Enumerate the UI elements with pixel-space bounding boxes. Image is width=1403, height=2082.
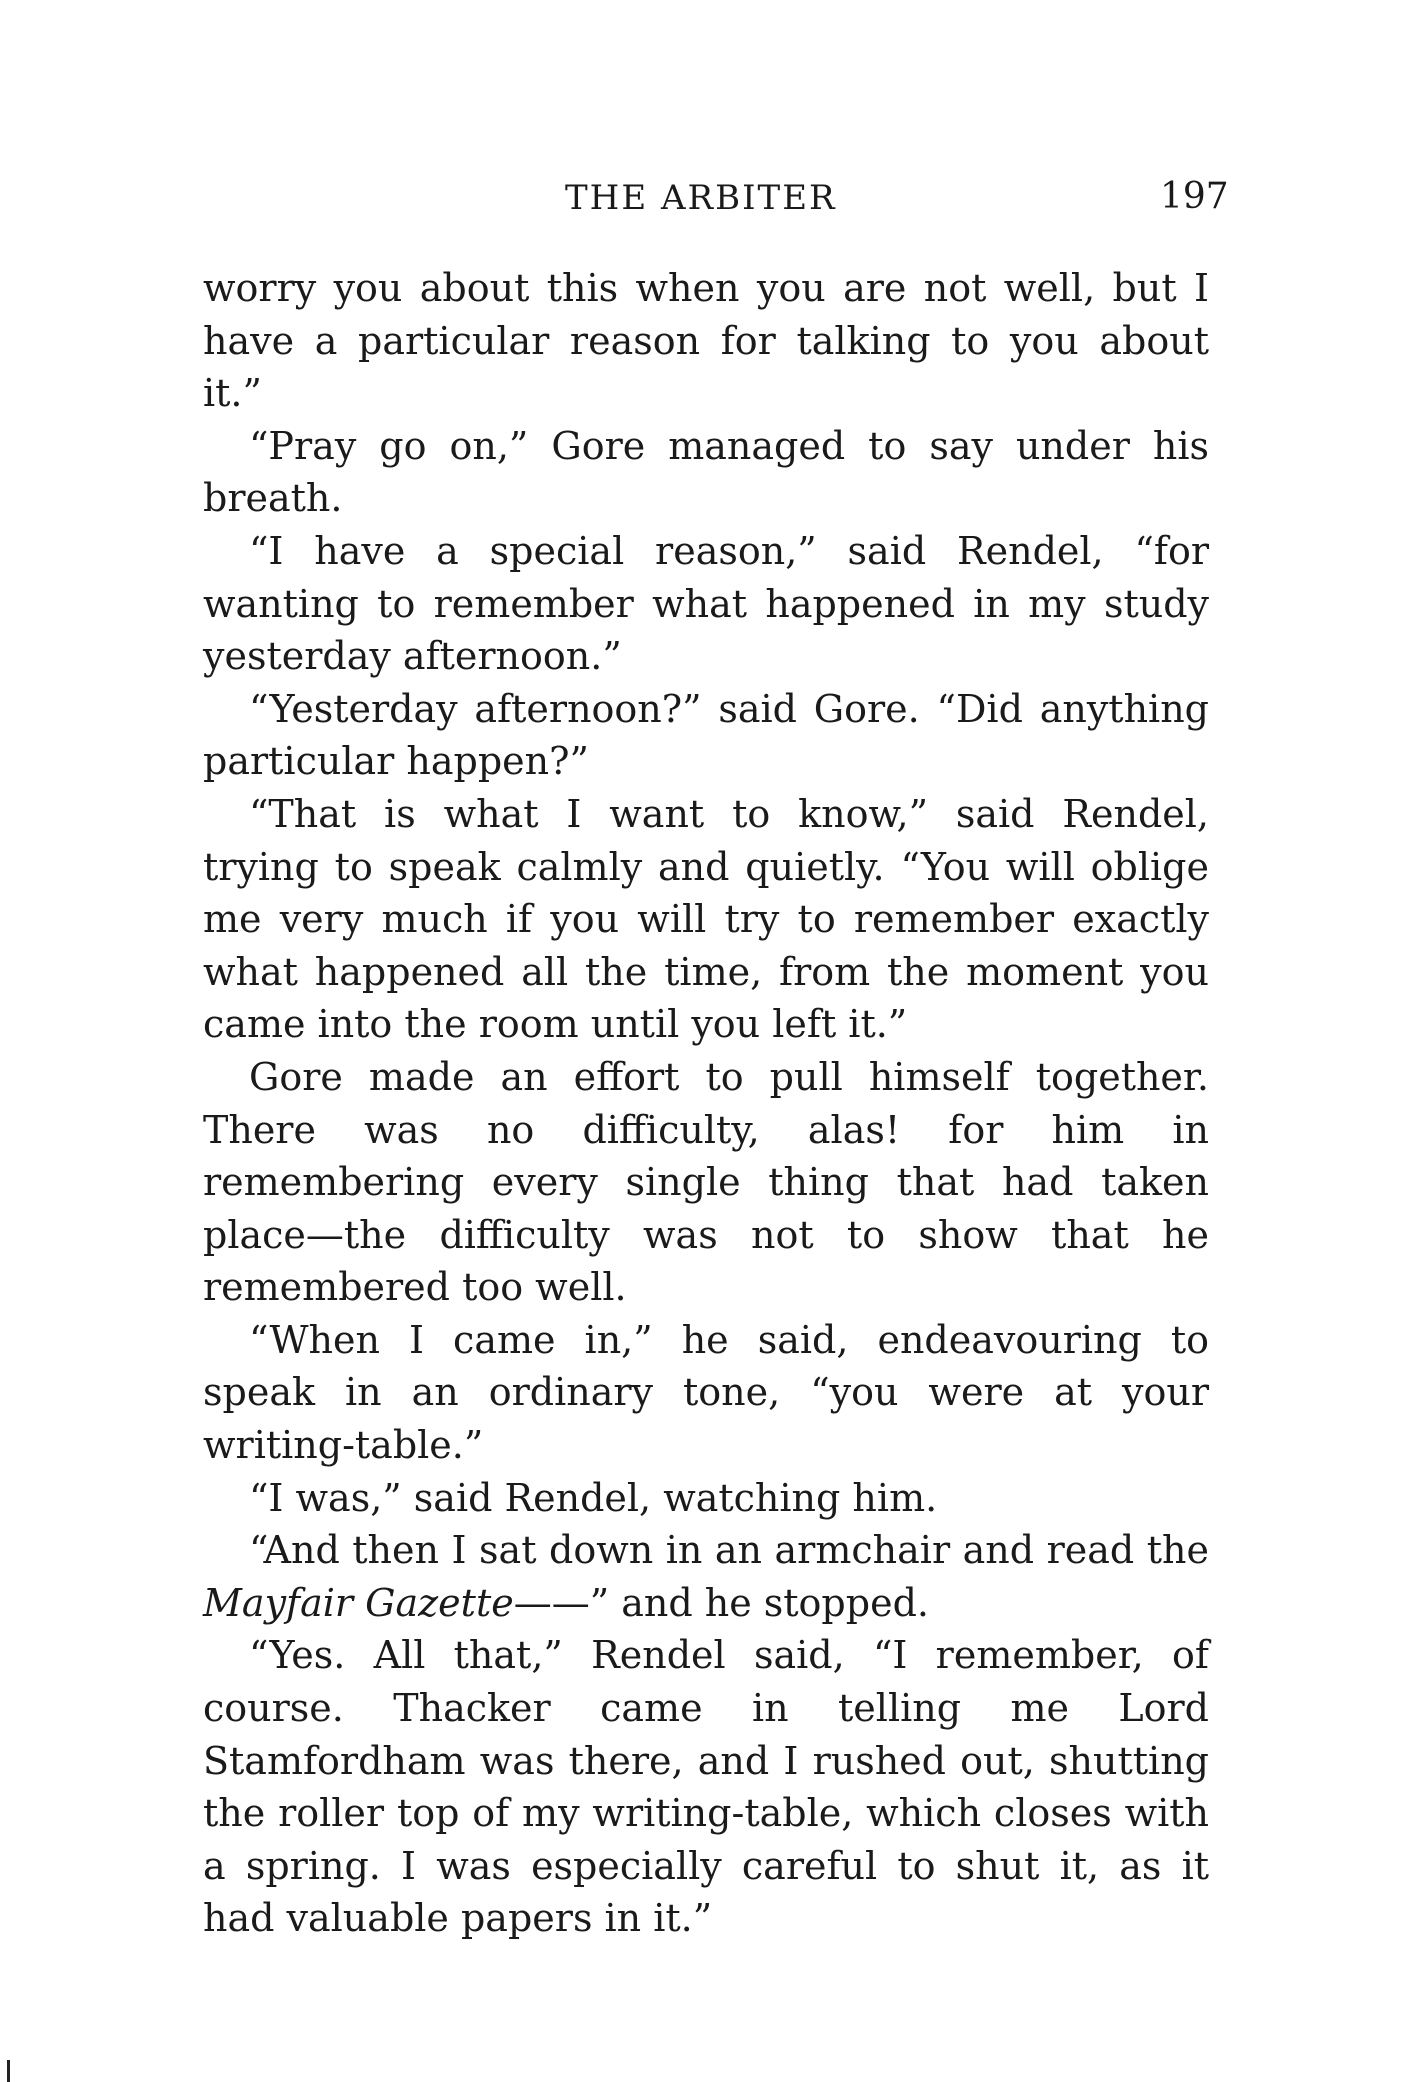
scan-edge-mark <box>7 2060 10 2082</box>
running-title: THE ARBITER <box>565 178 837 218</box>
page-number: 197 <box>1160 176 1229 217</box>
paragraph-with-italic <box>203 1524 1209 1629</box>
paragraph: “I have a special reason,” said Rendel, “for wanting to remember what happened in my study yesterday afternoon.” <box>203 528 1209 679</box>
page-text <box>203 262 1209 1945</box>
paragraph: “Yesterday afternoon?” said Gore. “Did anything particular happen?” <box>203 686 1209 784</box>
paragraph: “When I came in,” he said, endeavouring to speak in an ordinary tone, “you were at your writing-table.” <box>203 1317 1209 1468</box>
paragraph: Gore made an effort to pull himself together. There was no difficulty, alas! for him in remembering every single thing that had taken place—the difficulty was not to show that he remembered too well. <box>203 1054 1209 1310</box>
italic-title: Mayfair Gazette <box>203 1580 514 1625</box>
paragraph-text: ——” and he stopped. <box>513 1580 929 1625</box>
paragraph: “Yes. All that,” Rendel said, “I remember, of course. Thacker came in telling me Lord Stamfordham was there, and I rushed out, shutting the roller top of my writing-table, which closes with a spring. I was especially careful to shut it, as it had valuable papers in it.” <box>203 1633 1209 1941</box>
paragraph-continued: worry you about this when you are not well, but I have a particular reason for talking to you about it.” <box>203 266 1209 416</box>
paragraph: “Pray go on,” Gore managed to say under his breath. <box>203 423 1209 521</box>
paragraph: “I was,” said Rendel, watching him. <box>249 1475 938 1520</box>
paragraph-text: “And then I sat down in an armchair and read the <box>249 1528 1209 1573</box>
paragraph: “That is what I want to know,” said Rendel, trying to speak calmly and quietly. “You will oblige me very much if you will try to remember exactly what happened all the time, from the moment you came into the room until you left it.” <box>203 791 1209 1047</box>
